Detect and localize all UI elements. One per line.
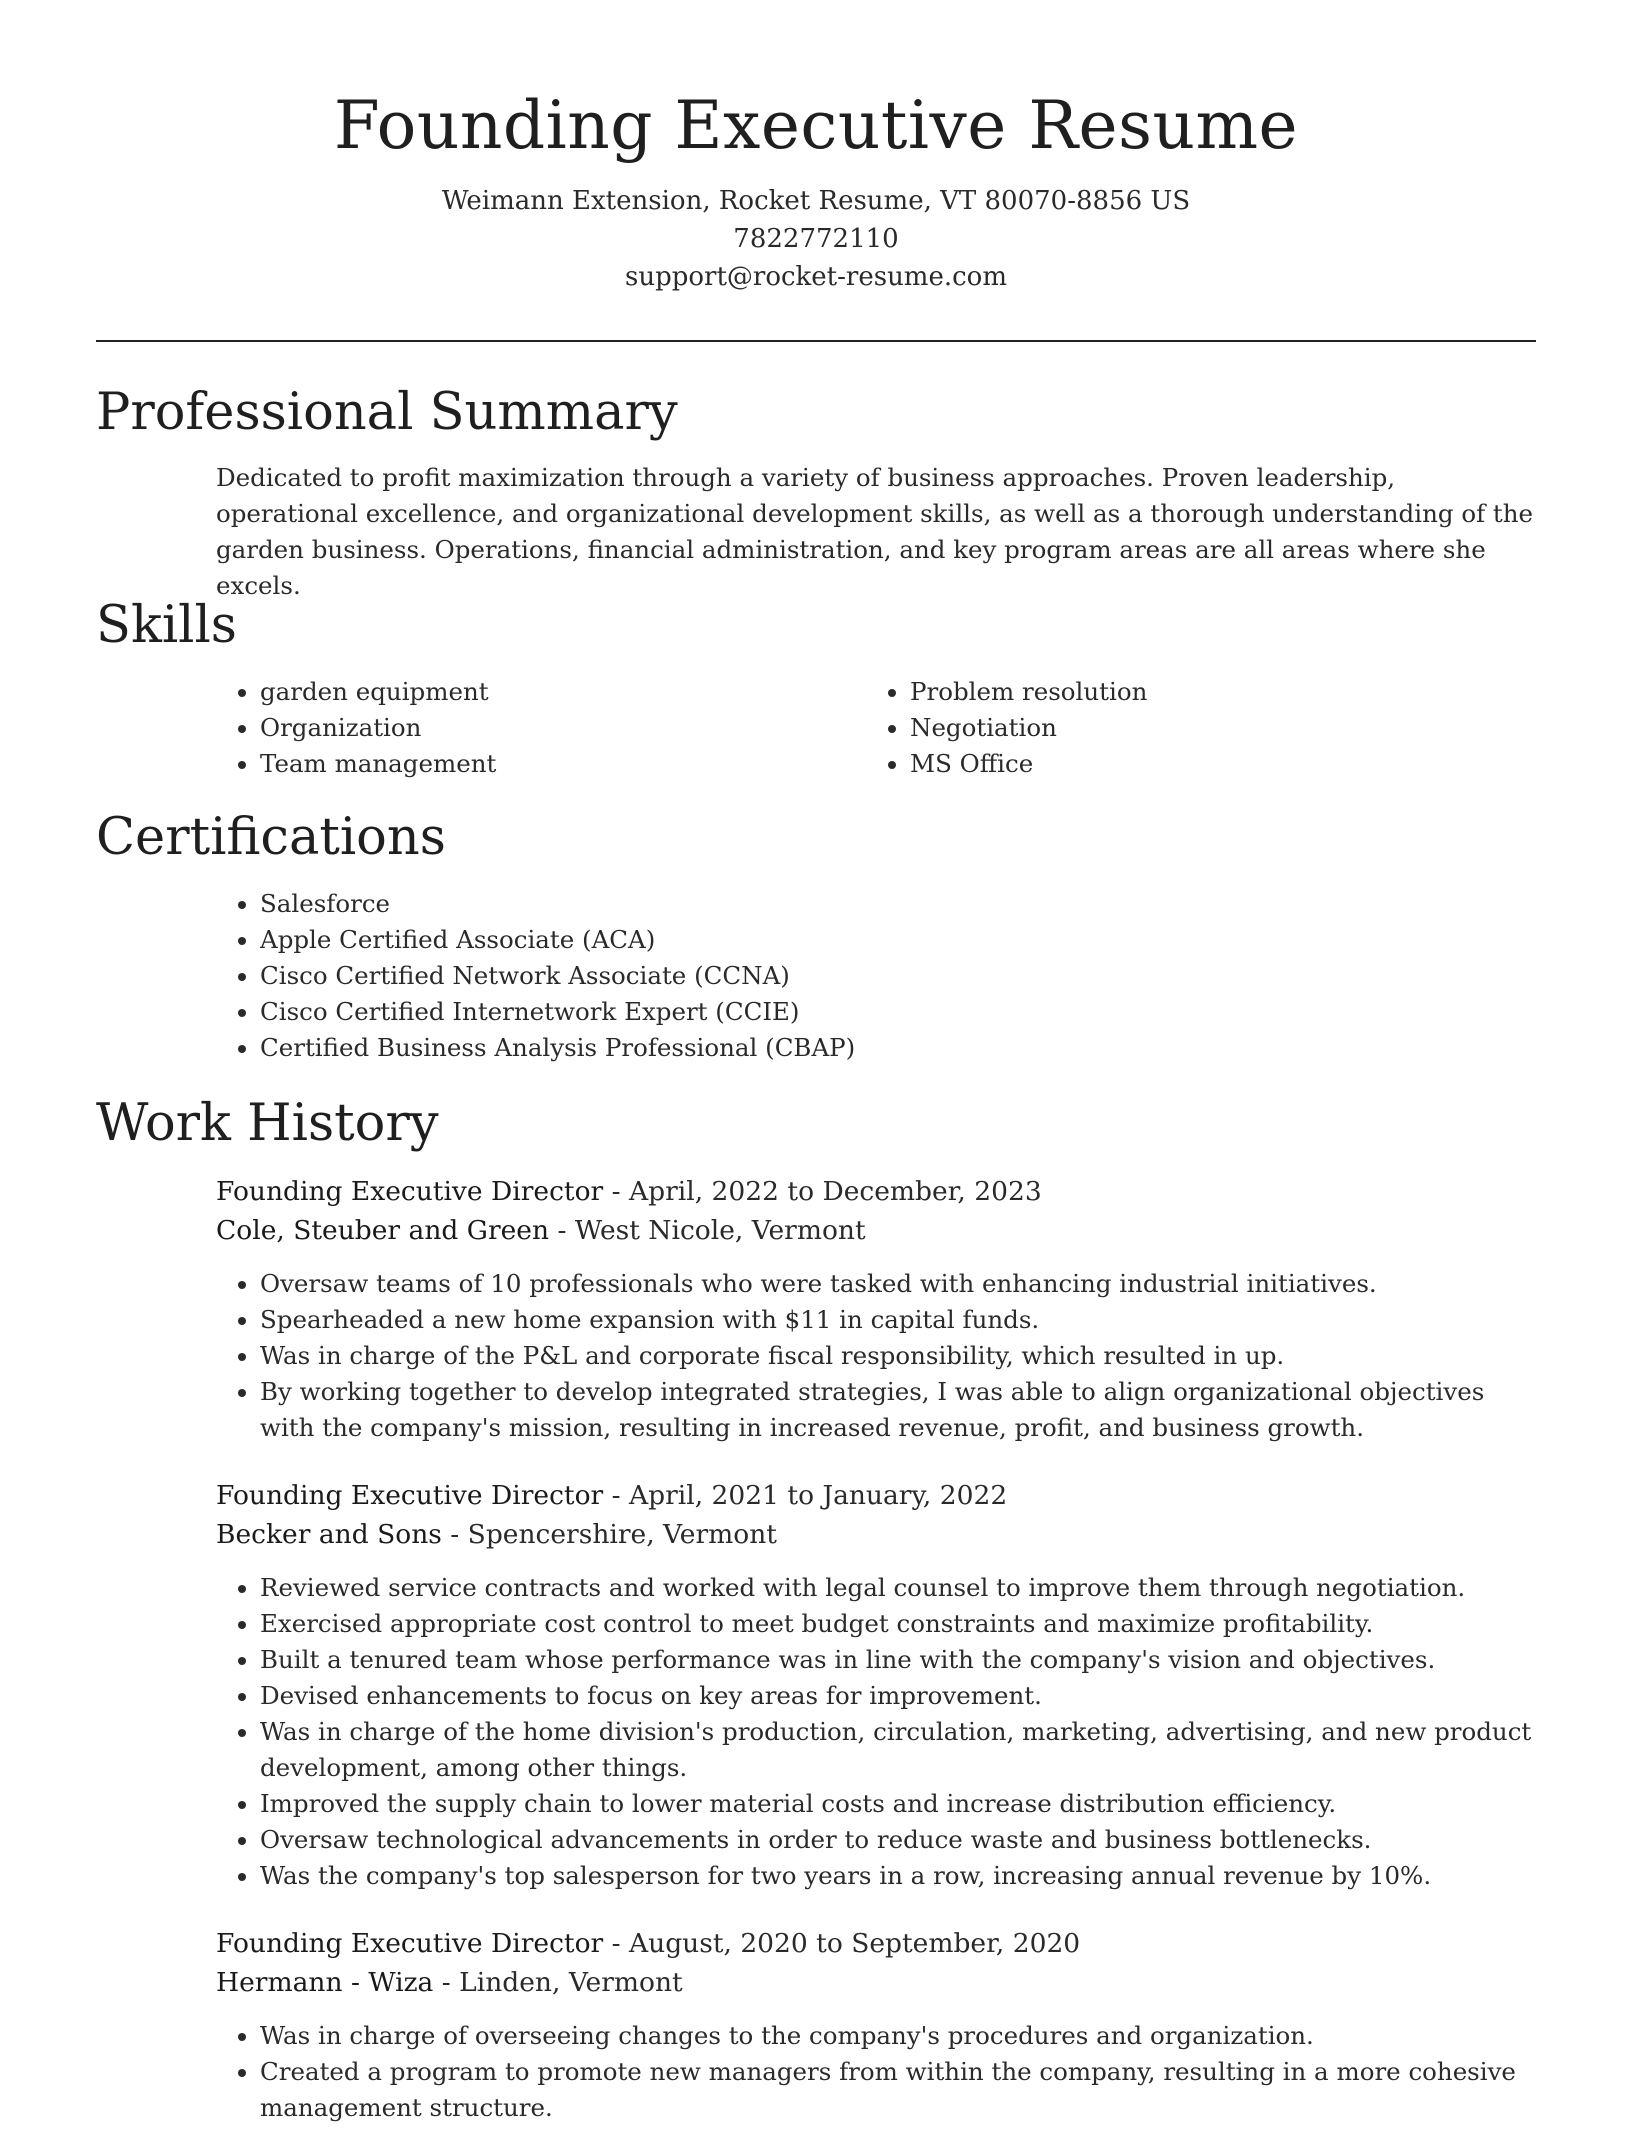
list-item: • Team management [260,746,816,782]
work-history [216,1172,1540,2156]
list-item: • By working together to develop integrated strategies, I was able to align organizational objectives with the company's mission, resulting in increased revenue, profit, and business growth. [260,1374,1540,1446]
job-location: - Linden, Vermont [433,1967,683,1998]
list-item: • Created a program to promote new managers from within the company, resulting in a more cohesive management structure. [260,2054,1540,2126]
job-dates: - April, 2021 to January, 2022 [603,1480,1008,1511]
job-dates: - August, 2020 to September, 2020 [603,1928,1081,1959]
job-entry [216,1476,1540,1894]
job-location: - West Nicole, Vermont [549,1215,866,1246]
resume-title: Founding Executive Resume [333,87,1299,164]
job-title: Founding Executive Director [216,1176,604,1207]
job-title-line [216,1924,1540,1963]
list-item: • Problem resolution [910,674,1466,710]
list-item: • Exercised appropriate cost control to meet budget constraints and maximize profitability. [260,1606,1540,1642]
list-item: • Organization [260,710,816,746]
certifications-heading: Certifications [96,808,446,867]
email: support@rocket-resume.com [624,262,1007,292]
list-item: • Built a tenured team whose performance was in line with the company's vision and objectives. [260,1642,1540,1678]
job-company-line [216,1211,1540,1250]
job-company-line [216,1515,1540,1554]
skills-heading: Skills [96,596,237,655]
job-title: Founding Executive Director [216,1928,604,1959]
work-history-heading: Work History [96,1094,439,1153]
list-item: • Cisco Certified Network Associate (CCNA) [260,958,1416,994]
header-divider [96,340,1536,342]
list-item: • Negotiation [910,710,1466,746]
phone: 7822772110 [733,224,899,254]
certifications-list [216,886,1416,1066]
skills-column-right [866,674,1466,782]
list-item: • Cisco Certified Internetwork Expert (CCIE) [260,994,1416,1030]
list-item: • Was in charge of the P&L and corporate fiscal responsibility, which resulted in up. [260,1338,1540,1374]
certifications [216,886,1416,1066]
list-item: • garden equipment [260,674,816,710]
list-item: • Salesforce [260,886,1416,922]
list-item: • Spearheaded a new home expansion with $11 in capital funds. [260,1302,1540,1338]
list-item: • Certified Business Analysis Professional (CBAP) [260,1030,1416,1066]
job-duties [216,1266,1540,1446]
job-duties [216,2018,1540,2126]
job-entry [216,1924,1540,2126]
job-dates: - April, 2022 to December, 2023 [603,1176,1042,1207]
job-company-line [216,1963,1540,2002]
job-company: Becker and Sons [216,1519,442,1550]
list-item: • Was the company's top salesperson for two years in a row, increasing annual revenue by 10%. [260,1858,1540,1894]
list-item: • Devised enhancements to focus on key areas for improvement. [260,1678,1540,1714]
contact-info [96,182,1536,296]
job-location: - Spencershire, Vermont [441,1519,777,1550]
list-item: • MS Office [910,746,1466,782]
address: Weimann Extension, Rocket Resume, VT 80070-8856 US [441,186,1191,216]
list-item: • Was in charge of the home division's production, circulation, marketing, advertising, and new product development, among other things. [260,1714,1540,1786]
job-entry [216,1172,1540,1446]
job-duties [216,1570,1540,1894]
job-title: Founding Executive Director [216,1480,604,1511]
list-item: • Apple Certified Associate (ACA) [260,922,1416,958]
skills-column-left [216,674,816,782]
job-title-line [216,1172,1540,1211]
list-item: • Reviewed service contracts and worked with legal counsel to improve them through negotiation. [260,1570,1540,1606]
list-item: • Was in charge of overseeing changes to the company's procedures and organization. [260,2018,1540,2054]
skills-list-left [216,674,816,782]
job-company: Cole, Steuber and Green [216,1215,550,1246]
list-item: • Oversaw teams of 10 professionals who were tasked with enhancing industrial initiatives. [260,1266,1540,1302]
summary-heading: Professional Summary [96,383,678,442]
list-item: • Oversaw technological advancements in order to reduce waste and business bottlenecks. [260,1822,1540,1858]
skills-list-right [866,674,1466,782]
summary-text: Dedicated to profit maximization through a variety of business approaches. Proven leadership, operational excellence, and organizational development skills, as well as a thorough understanding of the garden business. Operations, financial administration, and key program areas are all areas where she excels. [216,463,1534,600]
list-item: • Improved the supply chain to lower material costs and increase distribution efficiency. [260,1786,1540,1822]
job-company: Hermann - Wiza [216,1967,434,1998]
resume-header [96,82,1536,296]
job-title-line [216,1476,1540,1515]
